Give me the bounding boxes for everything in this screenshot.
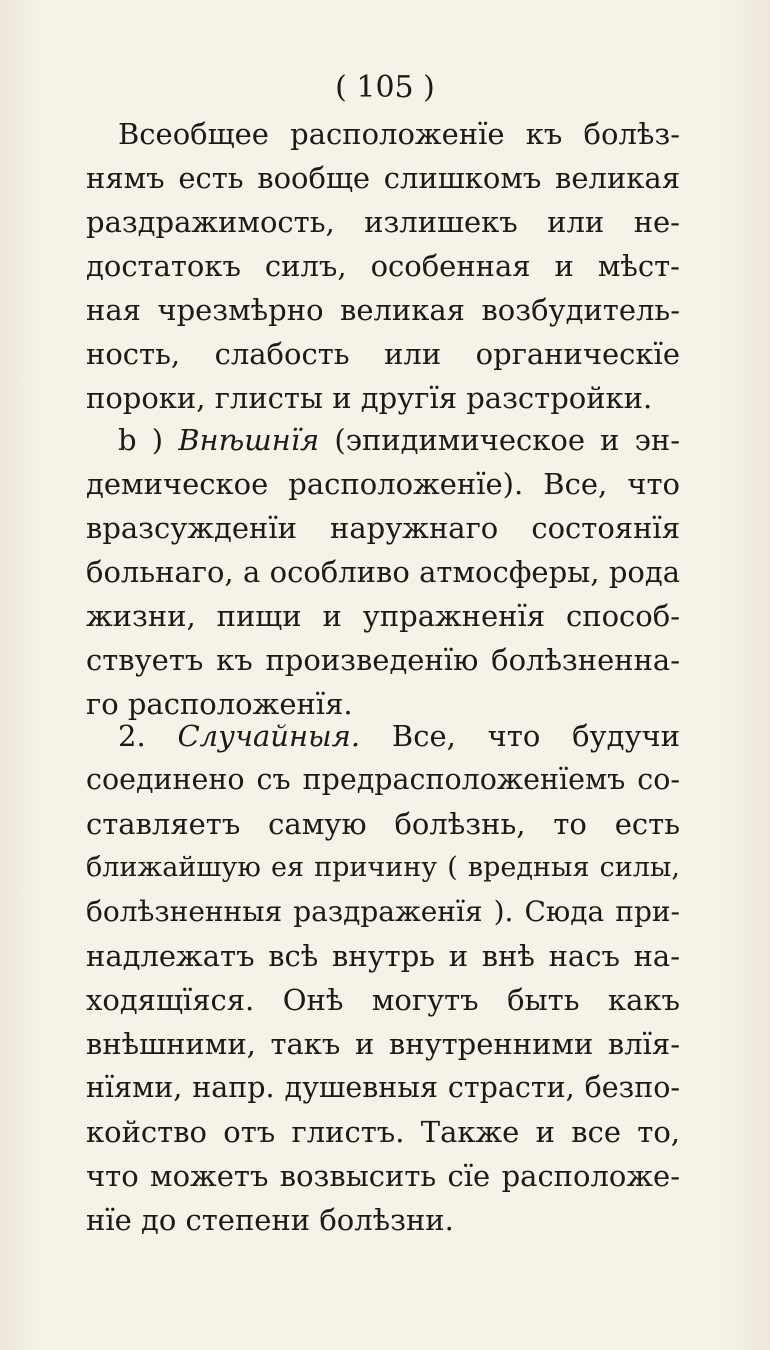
text-line: ставляетъ самую болѣзнь, то есть: [86, 807, 680, 841]
paragraph-external-predisposition: [86, 418, 680, 726]
text-line: ность, слабость или органическїе: [86, 337, 680, 371]
text-line: вразсужденїи наружнаго состоянїя: [86, 511, 680, 545]
text-line: го расположенїя.: [86, 687, 353, 721]
section-marker: b ): [118, 423, 164, 457]
text-line: демическое расположенїе). Все, что: [86, 467, 680, 501]
text-line: соединено съ предрасположенїемъ со-: [86, 763, 680, 796]
text-line-with-heading: [86, 418, 680, 462]
text-line: койство отъ глистъ. Также и все то,: [86, 1115, 680, 1149]
text-line: ближайшую ея причину ( вредныя силы,: [86, 852, 680, 883]
section-marker: 2.: [118, 719, 146, 753]
text-line: надлежатъ всѣ внутрь и внѣ насъ на-: [86, 939, 680, 973]
text-line: Всеобщее расположенїе къ болѣз-: [118, 117, 680, 151]
text-line-with-heading: [86, 714, 680, 758]
section-heading: Внѣшнїя: [178, 423, 320, 457]
text-line: ходящїяся. Онѣ могутъ быть какъ: [86, 983, 680, 1017]
text-line: нямъ есть вообще слишкомъ великая: [86, 161, 680, 195]
paragraph-predisposition-general: [86, 112, 680, 420]
text-line: ствуетъ къ произведенїю болѣзненна-: [86, 643, 680, 677]
text-line: жизни, пищи и упражненїя способ-: [86, 599, 680, 633]
text-line: нїями, напр. душевныя страсти, безпо-: [86, 1071, 680, 1104]
page-number: ( 105 ): [335, 70, 435, 105]
section-heading: Случайныя.: [177, 719, 361, 753]
text-line: ная чрезмѣрно великая возбудитель-: [86, 293, 680, 327]
text-line: раздражимость, излишекъ или не-: [86, 205, 680, 239]
paragraph-occasional-causes: [86, 714, 680, 1242]
text-fragment: (эпидимическое и эн-: [334, 423, 681, 457]
text-line: болѣзненныя раздраженїя ). Сюда при-: [86, 895, 680, 928]
text-line: пороки, глисты и другїя разстройки.: [86, 381, 653, 415]
text-fragment: Все, что будучи: [391, 719, 681, 753]
text-line: что можетъ возвысить сїе расположе-: [86, 1159, 680, 1193]
text-line: внѣшними, такъ и внутренними влїя-: [86, 1027, 680, 1061]
text-line: достатокъ силъ, особенная и мѣст-: [86, 249, 680, 283]
text-line: больнаго, а особливо атмосферы, рода: [86, 555, 680, 589]
text-line: нїе до степени болѣзни.: [86, 1203, 454, 1237]
